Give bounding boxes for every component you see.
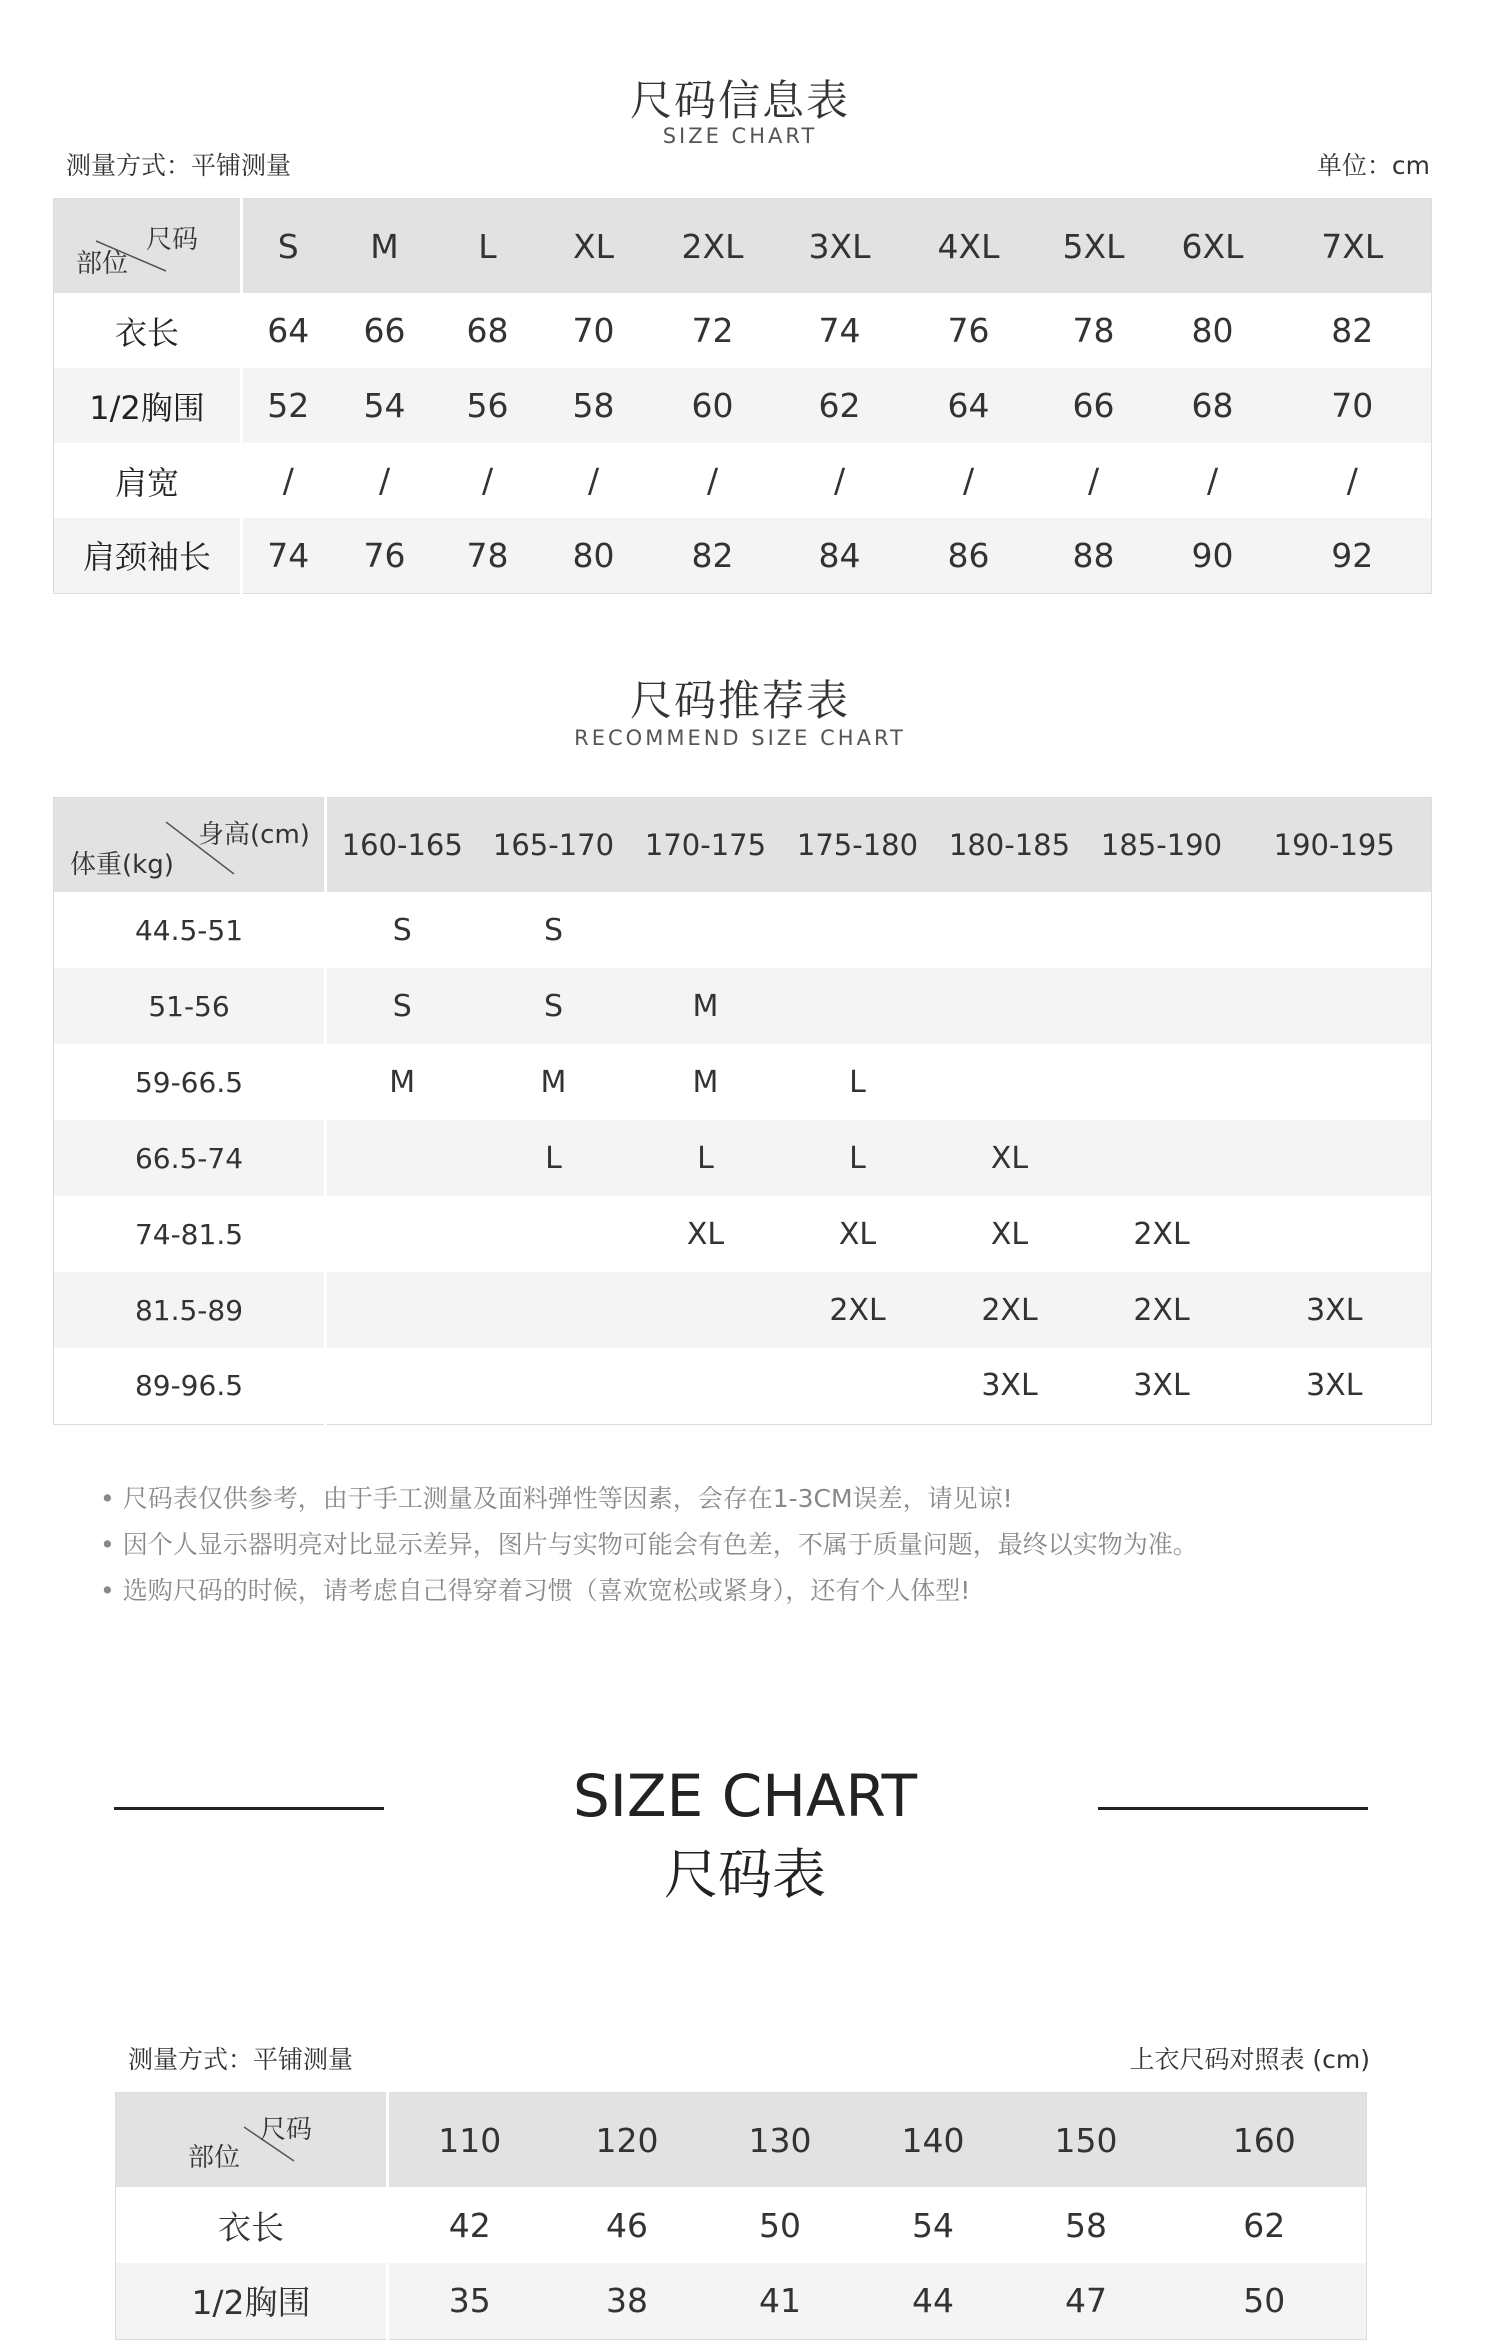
recommend-subtitle: RECOMMEND SIZE CHART <box>574 726 906 750</box>
weight-label: 44.5-51 <box>54 892 326 968</box>
cell: L <box>630 1120 782 1196</box>
cell: M <box>478 1044 630 1120</box>
cell: 78 <box>1036 293 1152 368</box>
cell: XL <box>934 1120 1086 1196</box>
cell <box>782 968 934 1044</box>
kids-size-table <box>115 2092 1367 2340</box>
cell <box>1086 892 1238 968</box>
cell: M <box>326 1044 478 1120</box>
notes-list <box>100 1476 1198 1614</box>
weight-label: 89-96.5 <box>54 1348 326 1424</box>
cell: M <box>630 968 782 1044</box>
cell: 70 <box>540 293 648 368</box>
kids-heading-en: SIZE CHART <box>572 1762 918 1830</box>
cell <box>326 1272 478 1348</box>
cell: 78 <box>436 518 540 593</box>
cell: / <box>902 443 1036 518</box>
cell: / <box>1152 443 1274 518</box>
corner-label-height: 身高(cm) <box>198 820 310 850</box>
cell: 68 <box>436 293 540 368</box>
cell: 50 <box>1163 2263 1367 2339</box>
cell: / <box>778 443 902 518</box>
height-col-header: 165-170 <box>478 798 630 893</box>
size-col-header: 5XL <box>1036 199 1152 294</box>
size-col-header: 2XL <box>648 199 778 294</box>
cell: 74 <box>242 518 334 593</box>
table-row <box>54 1348 1432 1424</box>
cell <box>1238 968 1432 1044</box>
cell: / <box>436 443 540 518</box>
table-row <box>54 892 1432 968</box>
cell: 90 <box>1152 518 1274 593</box>
size-col-header: 4XL <box>902 199 1036 294</box>
height-col-header: 180-185 <box>934 798 1086 893</box>
cell: 3XL <box>1086 1348 1238 1424</box>
size-col-header: 110 <box>388 2093 551 2188</box>
row-label: 衣长 <box>116 2187 388 2263</box>
height-col-header: 190-195 <box>1238 798 1432 893</box>
table-row <box>54 1044 1432 1120</box>
cell <box>478 1272 630 1348</box>
cell: L <box>782 1120 934 1196</box>
height-col-header: 170-175 <box>630 798 782 893</box>
cell: 44 <box>857 2263 1010 2339</box>
cell: 46 <box>551 2187 704 2263</box>
kids-method: 测量方式：平铺测量 <box>128 2045 354 2074</box>
cell: / <box>1036 443 1152 518</box>
cell <box>630 1348 782 1424</box>
cell: 84 <box>778 518 902 593</box>
cell: 3XL <box>1238 1272 1432 1348</box>
cell: XL <box>934 1196 1086 1272</box>
cell <box>1238 892 1432 968</box>
cell: S <box>326 968 478 1044</box>
row-label: 肩宽 <box>54 443 242 518</box>
cell: 62 <box>778 368 902 443</box>
cell: L <box>478 1120 630 1196</box>
table-row <box>54 293 1432 368</box>
weight-label: 74-81.5 <box>54 1196 326 1272</box>
cell: 88 <box>1036 518 1152 593</box>
row-label: 1/2胸围 <box>116 2263 388 2339</box>
size-col-header: 120 <box>551 2093 704 2188</box>
weight-label: 51-56 <box>54 968 326 1044</box>
recommend-table <box>53 797 1432 1425</box>
cell: 66 <box>334 293 436 368</box>
table-row <box>54 968 1432 1044</box>
table-row <box>54 1272 1432 1348</box>
cell: 54 <box>857 2187 1010 2263</box>
row-label: 1/2胸围 <box>54 368 242 443</box>
cell: S <box>478 968 630 1044</box>
cell: 74 <box>778 293 902 368</box>
cell: 3XL <box>934 1348 1086 1424</box>
weight-label: 66.5-74 <box>54 1120 326 1196</box>
cell <box>934 1044 1086 1120</box>
cell: S <box>326 892 478 968</box>
cell: 41 <box>704 2263 857 2339</box>
cell: 38 <box>551 2263 704 2339</box>
cell: 42 <box>388 2187 551 2263</box>
table-row <box>116 2263 1367 2339</box>
cell: 68 <box>1152 368 1274 443</box>
cell: 80 <box>540 518 648 593</box>
kids-heading-cn: 尺码表 <box>664 1843 826 1906</box>
cell: 56 <box>436 368 540 443</box>
row-label: 衣长 <box>54 293 242 368</box>
kids-corner <box>116 2093 388 2188</box>
cell <box>1238 1196 1432 1272</box>
cell: 92 <box>1274 518 1432 593</box>
corner-label-size: 尺码 <box>146 225 199 255</box>
corner-label-part: 部位 <box>76 249 129 279</box>
row-label: 肩颈袖长 <box>54 518 242 593</box>
size-col-header: 6XL <box>1152 199 1274 294</box>
cell: 2XL <box>1086 1196 1238 1272</box>
table-row <box>54 1120 1432 1196</box>
size-col-header: 7XL <box>1274 199 1432 294</box>
cell <box>782 892 934 968</box>
size-col-header: 160 <box>1163 2093 1367 2188</box>
corner-label-size: 尺码 <box>260 2115 313 2145</box>
cell: 54 <box>334 368 436 443</box>
note-item: • 选购尺码的时候，请考虑自己得穿着习惯（喜欢宽松或紧身），还有个人体型! <box>100 1568 1198 1614</box>
size-info-title: 尺码信息表 <box>629 76 850 125</box>
cell <box>478 1348 630 1424</box>
cell <box>478 1196 630 1272</box>
table-row <box>54 1196 1432 1272</box>
table-row <box>54 443 1432 518</box>
cell <box>1238 1120 1432 1196</box>
cell: / <box>540 443 648 518</box>
cell: 66 <box>1036 368 1152 443</box>
cell: 58 <box>1010 2187 1163 2263</box>
cell: 2XL <box>934 1272 1086 1348</box>
cell: 86 <box>902 518 1036 593</box>
cell: 2XL <box>1086 1272 1238 1348</box>
table-row <box>54 368 1432 443</box>
kids-unit: 上衣尺码对照表 (cm) <box>1129 2045 1370 2074</box>
cell: XL <box>630 1196 782 1272</box>
cell: S <box>478 892 630 968</box>
size-info-corner <box>54 199 242 294</box>
cell <box>326 1196 478 1272</box>
note-item: • 尺码表仅供参考，由于手工测量及面料弹性等因素，会存在1-3CM误差，请见谅! <box>100 1476 1198 1522</box>
cell: / <box>242 443 334 518</box>
cell: XL <box>782 1196 934 1272</box>
cell: M <box>630 1044 782 1120</box>
corner-label-part: 部位 <box>188 2143 241 2173</box>
recommend-title: 尺码推荐表 <box>629 676 850 725</box>
size-col-header: S <box>242 199 334 294</box>
size-info-method: 测量方式：平铺测量 <box>66 151 292 180</box>
cell <box>326 1348 478 1424</box>
cell: 76 <box>902 293 1036 368</box>
cell: 64 <box>242 293 334 368</box>
weight-label: 59-66.5 <box>54 1044 326 1120</box>
size-col-header: M <box>334 199 436 294</box>
cell: 72 <box>648 293 778 368</box>
note-item: • 因个人显示器明亮对比显示差异，图片与实物可能会有色差，不属于质量问题，最终以实物为准。 <box>100 1522 1198 1568</box>
cell: 76 <box>334 518 436 593</box>
size-col-header: XL <box>540 199 648 294</box>
size-col-header: 150 <box>1010 2093 1163 2188</box>
cell <box>1086 968 1238 1044</box>
height-col-header: 160-165 <box>326 798 478 893</box>
size-col-header: 140 <box>857 2093 1010 2188</box>
cell: 35 <box>388 2263 551 2339</box>
cell: 62 <box>1163 2187 1367 2263</box>
cell <box>934 968 1086 1044</box>
cell <box>1086 1044 1238 1120</box>
cell: 82 <box>1274 293 1432 368</box>
cell <box>1238 1044 1432 1120</box>
height-col-header: 175-180 <box>782 798 934 893</box>
cell: 70 <box>1274 368 1432 443</box>
cell <box>934 892 1086 968</box>
table-row <box>116 2187 1367 2263</box>
cell: 82 <box>648 518 778 593</box>
cell: 2XL <box>782 1272 934 1348</box>
size-col-header: 3XL <box>778 199 902 294</box>
cell: 47 <box>1010 2263 1163 2339</box>
cell <box>326 1120 478 1196</box>
corner-diagonal <box>116 2093 388 2187</box>
cell: 64 <box>902 368 1036 443</box>
weight-label: 81.5-89 <box>54 1272 326 1348</box>
cell: / <box>334 443 436 518</box>
cell: 58 <box>540 368 648 443</box>
size-col-header: L <box>436 199 540 294</box>
recommend-corner <box>54 798 326 893</box>
cell: 50 <box>704 2187 857 2263</box>
corner-label-weight: 体重(kg) <box>70 850 174 880</box>
cell: 3XL <box>1238 1348 1432 1424</box>
cell <box>630 1272 782 1348</box>
cell <box>630 892 782 968</box>
cell <box>782 1348 934 1424</box>
size-info-unit: 单位：cm <box>1316 151 1430 180</box>
cell: / <box>648 443 778 518</box>
cell: / <box>1274 443 1432 518</box>
cell: 60 <box>648 368 778 443</box>
size-info-subtitle: SIZE CHART <box>662 124 818 148</box>
size-info-table <box>53 198 1432 594</box>
size-col-header: 130 <box>704 2093 857 2188</box>
table-row <box>54 518 1432 593</box>
cell: 80 <box>1152 293 1274 368</box>
cell: 52 <box>242 368 334 443</box>
cell <box>1086 1120 1238 1196</box>
cell: L <box>782 1044 934 1120</box>
height-col-header: 185-190 <box>1086 798 1238 893</box>
